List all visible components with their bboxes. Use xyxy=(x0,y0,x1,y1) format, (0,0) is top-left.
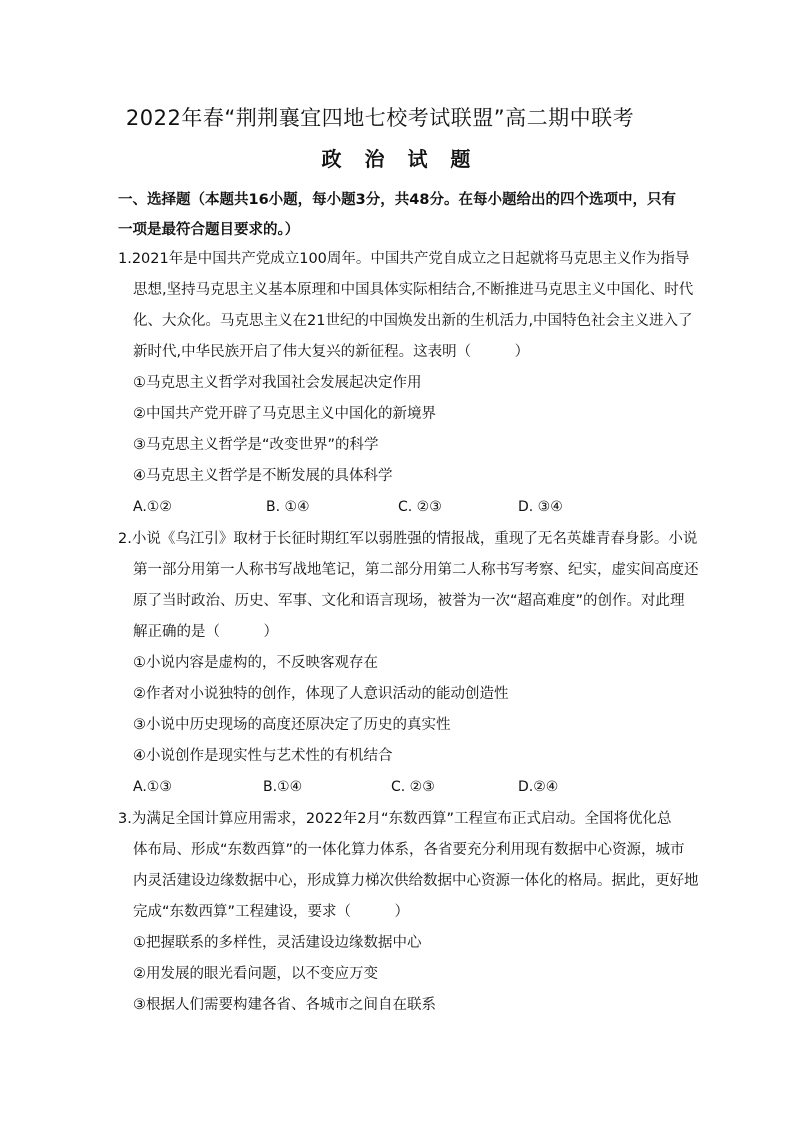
question-3-option: ②用发展的眼光看问题，以不变应万变 xyxy=(133,966,378,982)
question-2-stem-line: 第一部分用第一人称书写战地笔记，第二部分用第二人称书写考察、纪实，虚实间高度还 xyxy=(133,562,699,578)
exam-title: 2022年春“荆荆襄宜四地七校考试联盟”高二期中联考 xyxy=(125,106,635,130)
section-heading-line-1: 一、选择题（本题共16小题，每小题3分，共48分。在每小题给出的四个选项中，只有 xyxy=(118,192,676,208)
question-1-stem-line: 化、大众化。马克思主义在21世纪的中国焕发出新的生机活力,中国特色社会主义进入了 xyxy=(133,313,693,329)
choice-d: D. ③④ xyxy=(518,499,563,515)
question-2-option: ②作者对小说独特的创作，体现了人意识活动的能动创造性 xyxy=(133,686,509,702)
exam-subject-title: 政 治 试 题 xyxy=(321,147,479,171)
choice-a: A.①② xyxy=(133,499,172,515)
question-1-stem-line: 新时代,中华民族开启了伟大复兴的新征程。这表明（ ） xyxy=(133,344,530,360)
question-1-stem-line: 1.2021年是中国共产党成立100周年。中国共产党自成立之日起就将马克思主义作为指导 xyxy=(118,251,690,267)
question-3-stem-line: 3.为满足全国计算应用需求，2022年2月“东数西算”工程宣布正式启动。全国将优化总 xyxy=(118,811,672,827)
question-2-stem-line: 解正确的是（ ） xyxy=(133,624,278,640)
question-2-stem-line: 2.小说《乌江引》取材于长征时期红军以弱胜强的情报战，重现了无名英雄青春身影。小说 xyxy=(118,531,698,547)
question-3-stem-line: 体布局、形成“东数西算”的一体化算力体系，各省要充分利用现有数据中心资源，城市 xyxy=(133,842,685,858)
choice-c: C. ②③ xyxy=(391,779,435,795)
question-1-option: ②中国共产党开辟了马克思主义中国化的新境界 xyxy=(133,406,436,422)
choice-a: A.①③ xyxy=(133,779,172,795)
question-3-option: ③根据人们需要构建各省、各城市之间自在联系 xyxy=(133,997,436,1013)
choice-c: C. ②③ xyxy=(398,499,442,515)
section-heading-line-2: 一项是最符合题目要求的。） xyxy=(118,222,300,238)
choice-b: B.①④ xyxy=(263,779,303,795)
question-1-option: ③马克思主义哲学是“改变世界”的科学 xyxy=(133,437,379,453)
question-1-option: ④马克思主义哲学是不断发展的具体科学 xyxy=(133,468,393,484)
choice-d: D.②④ xyxy=(518,779,559,795)
question-2-option: ①小说内容是虚构的，不反映客观存在 xyxy=(133,655,378,671)
question-3-stem-line: 内灵活建设边缘数据中心，形成算力梯次供给数据中心资源一体化的格局。据此，更好地 xyxy=(133,873,699,889)
question-1-stem-line: 思想,坚持马克思主义基本原理和中国具体实际相结合,不断推进马克思主义中国化、时代 xyxy=(133,282,694,298)
question-3-stem-line: 完成“东数西算”工程建设，要求（ ） xyxy=(133,904,410,920)
section-heading xyxy=(118,185,678,245)
question-3-option: ①把握联系的多样性，灵活建设边缘数据中心 xyxy=(133,935,422,951)
choice-b: B. ①④ xyxy=(266,499,310,515)
question-2-option: ③小说中历史现场的高度还原决定了历史的真实性 xyxy=(133,717,451,733)
question-1-option: ①马克思主义哲学对我国社会发展起决定作用 xyxy=(133,375,422,391)
question-2-option: ④小说创作是现实性与艺术性的有机结合 xyxy=(133,748,393,764)
question-2-stem-line: 原了当时政治、历史、军事、文化和语言现场，被誉为一次“超高难度”的创作。对此理 xyxy=(133,593,685,609)
